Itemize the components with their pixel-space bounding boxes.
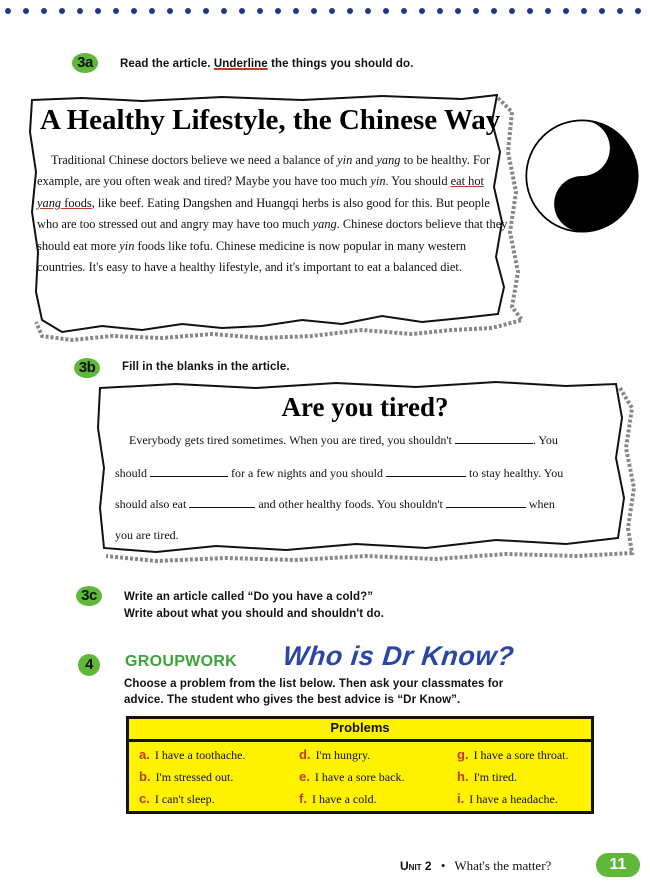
page-number: 11 xyxy=(596,853,640,877)
article-body xyxy=(37,150,509,278)
article-text: , like beef. Eating Dangshen and Huangqi herbs is also good for this. But people who are too stressed out and angry may have too much xyxy=(37,195,490,232)
problem-item xyxy=(457,791,558,807)
instruction-text-pre: Read the article. xyxy=(120,58,211,70)
fill-text: for a few nights and you should xyxy=(231,466,383,480)
problems-divider xyxy=(129,739,591,742)
fill-text: and other healthy foods. You shouldn't xyxy=(258,497,443,511)
problem-text: I have a headache. xyxy=(469,792,558,806)
problem-text: I'm hungry. xyxy=(315,748,371,762)
problem-text: I'm stressed out. xyxy=(155,770,234,784)
problem-letter: h. xyxy=(457,769,469,784)
problem-item xyxy=(139,769,233,785)
instruction-line: Write about what you should and shouldn't do. xyxy=(124,608,385,620)
problem-letter: a. xyxy=(139,747,150,762)
article-text: foods xyxy=(61,195,92,210)
problem-item xyxy=(299,791,377,807)
article-text: and xyxy=(352,153,377,167)
problem-text: I'm tired. xyxy=(473,770,518,784)
problem-letter: i. xyxy=(457,791,465,806)
fill-text: when xyxy=(528,497,555,511)
section-3a-badge: 3a xyxy=(72,53,98,73)
fill-line-1 xyxy=(129,433,558,448)
article-italic-word: yin xyxy=(337,153,353,167)
instruction-text-post: the things you should do. xyxy=(271,58,414,70)
section-3a-instruction xyxy=(120,58,413,70)
article-italic-word: yang xyxy=(376,153,401,167)
article-text: foods like tofu. Chinese medicine is now popular in many western countries. It's easy to have a healthy lifestyle, and it's important to eat a balanced diet. xyxy=(37,238,467,275)
fill-text: should xyxy=(115,466,148,480)
groupwork-title: Who is Dr Know? xyxy=(281,641,516,671)
instruction-underline-word: Underline xyxy=(213,58,268,70)
problem-letter: b. xyxy=(139,769,151,784)
problem-item xyxy=(457,747,569,763)
problem-letter: d. xyxy=(299,747,311,762)
footer-title: What's the matter? xyxy=(454,858,552,873)
article-text: eat hot xyxy=(450,174,484,189)
fill-text: . You xyxy=(532,433,558,447)
problems-box xyxy=(126,716,594,814)
problem-letter: g. xyxy=(457,747,469,762)
article-italic-word: yang xyxy=(37,195,62,210)
blank-1[interactable] xyxy=(455,433,533,444)
section-3b-instruction: Fill in the blanks in the article. xyxy=(122,361,290,373)
article-italic-word: yang xyxy=(312,217,337,232)
fill-line-2 xyxy=(115,466,563,481)
footer-unit: Unit 2 xyxy=(400,859,432,873)
top-dotted-border xyxy=(0,4,650,18)
problem-item xyxy=(139,747,245,763)
section-3c-badge: 3c xyxy=(76,586,102,606)
blank-2[interactable] xyxy=(150,466,228,477)
instruction-line: Choose a problem from the list below. Then ask your classmates for xyxy=(124,678,504,690)
fill-line-4: you are tired. xyxy=(115,528,179,542)
article-text: . Chinese doctors believe that they should eat more xyxy=(37,217,508,253)
blank-4[interactable] xyxy=(189,497,255,508)
problem-text: I can't sleep. xyxy=(154,792,215,806)
article-italic-word: yin xyxy=(119,238,135,253)
problem-item xyxy=(457,769,517,785)
problem-letter: c. xyxy=(139,791,150,806)
groupwork-label: GROUPWORK xyxy=(125,653,238,670)
article-text: Traditional Chinese doctors believe we need a balance of xyxy=(51,153,338,167)
section-4-instruction xyxy=(124,676,503,708)
problem-text: I have a cold. xyxy=(311,792,377,806)
section-4-badge: 4 xyxy=(78,654,100,676)
blank-5[interactable] xyxy=(446,497,526,508)
fill-in-title: Are you tired? xyxy=(281,392,449,422)
fill-text: should also eat xyxy=(115,497,187,511)
article-text: to be healthy. For example, are you often weak and tired? Maybe you have too much xyxy=(37,153,491,189)
yin-yang-icon xyxy=(524,118,640,234)
problem-text: I have a sore back. xyxy=(314,770,405,784)
fill-line-3 xyxy=(115,497,555,512)
instruction-line: advice. The student who gives the best advice is “Dr Know”. xyxy=(124,694,461,706)
article-title: A Healthy Lifestyle, the Chinese Way xyxy=(40,104,501,136)
page-footer xyxy=(400,858,551,874)
problem-item xyxy=(299,769,404,785)
problem-item xyxy=(139,791,215,807)
problems-heading: Problems xyxy=(330,720,390,735)
section-3c-instruction xyxy=(124,589,384,623)
fill-text: to stay healthy. You xyxy=(469,466,564,480)
section-3b-badge: 3b xyxy=(74,358,100,378)
instruction-line: Write an article called “Do you have a cold?” xyxy=(124,591,374,603)
article-italic-word: yin xyxy=(370,174,386,189)
problem-letter: f. xyxy=(299,791,307,806)
footer-separator: • xyxy=(440,858,446,873)
article-text: . You should xyxy=(385,174,451,189)
problem-letter: e. xyxy=(299,769,310,784)
blank-3[interactable] xyxy=(386,466,466,477)
problem-text: I have a sore throat. xyxy=(473,748,569,762)
problem-item xyxy=(299,747,370,763)
problem-text: I have a toothache. xyxy=(154,748,246,762)
fill-text: Everybody gets tired sometimes. When you are tired, you shouldn't xyxy=(129,433,452,447)
